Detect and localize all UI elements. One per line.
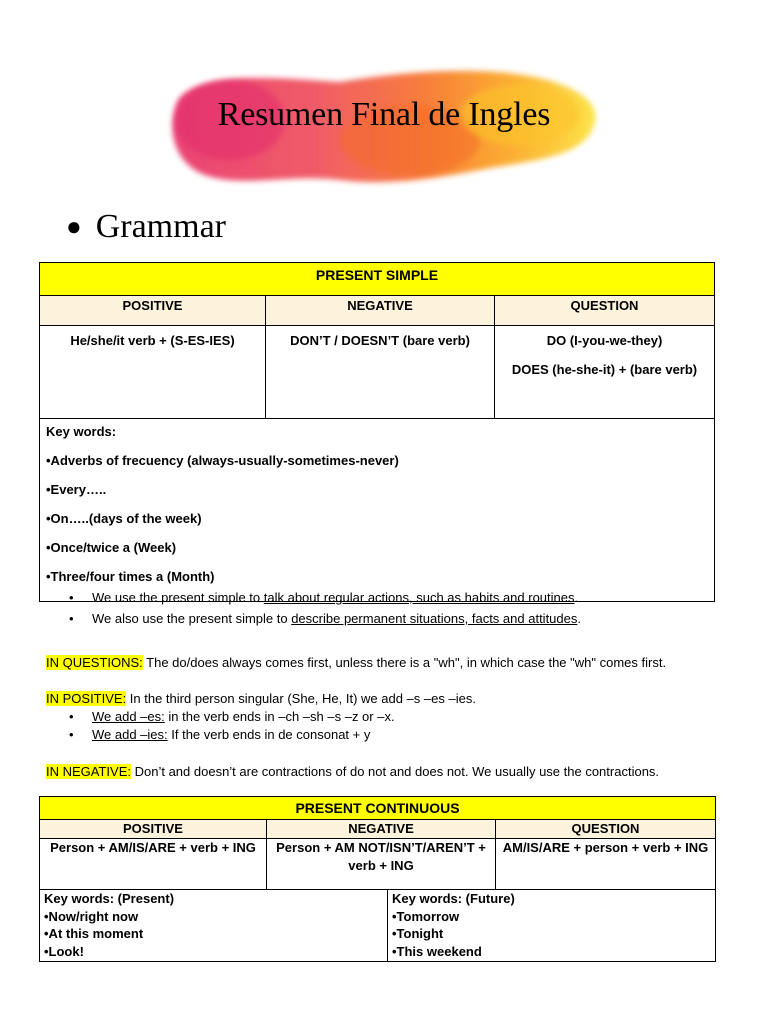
future-key-words-cell: Key words: (Future) •Tomorrow •Tonight •This weekend xyxy=(388,890,716,962)
positive-note: IN POSITIVE: In the third person singular (She, He, It) we add –s –es –ies. xyxy=(46,691,476,706)
list-item: • We add –es: in the verb ends in –ch –sh –s –z or –x. xyxy=(66,708,395,726)
table-header: PRESENT SIMPLE xyxy=(40,263,715,296)
column-header: QUESTION xyxy=(496,820,716,839)
column-header: QUESTION xyxy=(495,296,715,326)
column-header: NEGATIVE xyxy=(266,296,495,326)
list-item: • We use the present simple to talk about regular actions, such as habits and routines. xyxy=(66,587,581,608)
section-heading: ● Grammar xyxy=(66,208,226,245)
present-key-words-cell: Key words: (Present) •Now/right now •At this moment •Look! xyxy=(40,890,388,962)
question-cell: AM/IS/ARE + person + verb + ING xyxy=(496,839,716,890)
uses-list xyxy=(66,587,581,629)
column-header: POSITIVE xyxy=(40,820,267,839)
negative-cell: Person + AM NOT/ISN’T/AREN’T + verb + ING xyxy=(267,839,496,890)
column-header: POSITIVE xyxy=(40,296,266,326)
negative-note: IN NEGATIVE: Don’t and doesn’t are contractions of do not and does not. We usually use the contractions. xyxy=(46,764,660,779)
column-header: NEGATIVE xyxy=(267,820,496,839)
question-cell: DO (I-you-we-they) DOES (he-she-it) + (bare verb) xyxy=(495,326,715,419)
list-item: • We add –ies: If the verb ends in de consonat + y xyxy=(66,726,370,744)
bullet-icon: ● xyxy=(66,212,82,241)
questions-note: IN QUESTIONS: The do/does always comes first, unless there is a "wh", in which case the "wh" comes first. xyxy=(46,655,667,670)
present-continuous-table xyxy=(39,796,716,962)
key-words-cell: Key words: •Adverbs of frecuency (always-usually-sometimes-never) •Every….. •On…..(days of the week) •Once/twice a (Week) •Three/four times a (Month) xyxy=(40,419,715,602)
list-item: • We also use the present simple to describe permanent situations, facts and attitudes. xyxy=(66,608,581,629)
positive-cell: He/she/it verb + (S-ES-IES) xyxy=(40,326,266,419)
present-simple-table xyxy=(39,262,715,602)
page-title: Resumen Final de Ingles xyxy=(217,96,551,133)
positive-cell: Person + AM/IS/ARE + verb + ING xyxy=(40,839,267,890)
negative-cell: DON’T / DOESN’T (bare verb) xyxy=(266,326,495,419)
table-header: PRESENT CONTINUOUS xyxy=(40,797,716,820)
